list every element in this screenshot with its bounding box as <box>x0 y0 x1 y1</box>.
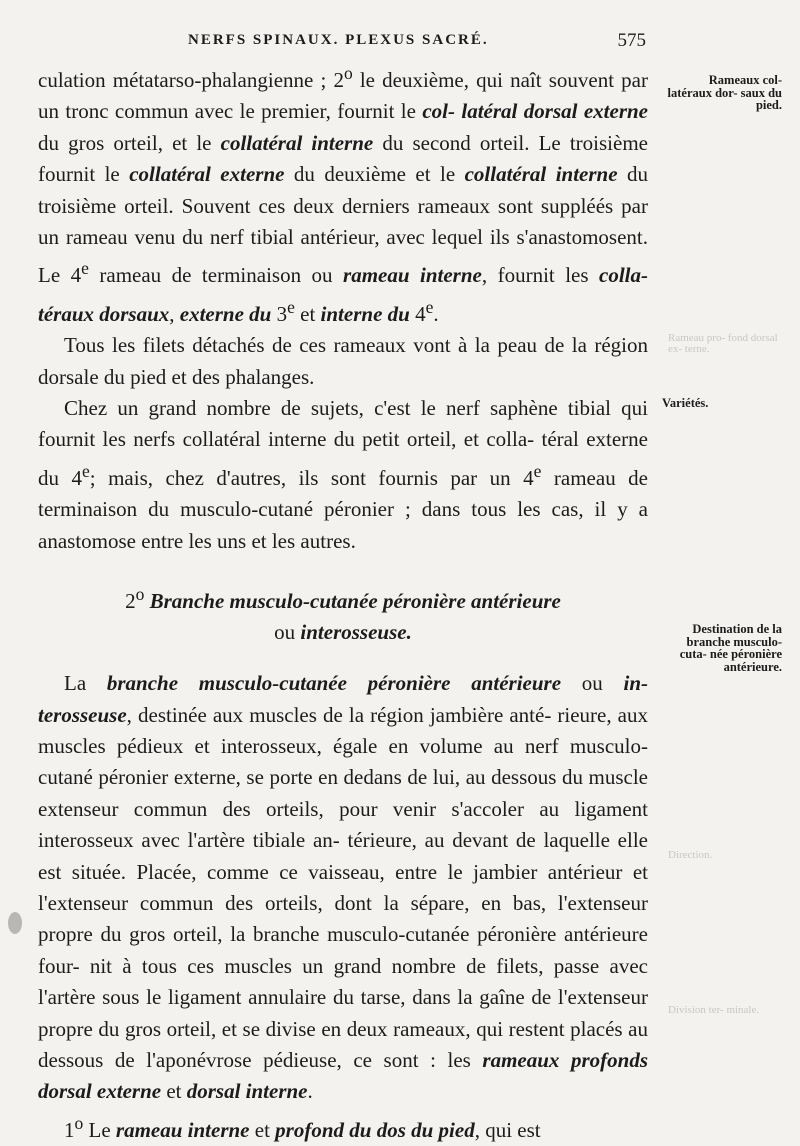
page-number: 575 <box>617 30 646 51</box>
margin-note-rameaux-collateraux: Rameaux col- latéraux dor- saux du pied. <box>667 73 782 112</box>
running-title: NERFS SPINAUX. PLEXUS SACRÉ. <box>188 32 489 48</box>
paragraph-4: La branche musculo-cutanée péronière antérieure ou in- terosseuse, destinée aux muscles de la région jambière anté- rieure, aux muscles pédieux et interosseux, égale en volume au nerf musculo-cutané péronier externe, se porte en dedans de lui, au dessous du muscle extenseur commun des orteils, pour venir s'accoler au ligament interosseux avec l'artère tibiale an- térieure, au devant de laquelle elle est située. Placée, comme ce vaisseau, entre le jambier antérieur et l'extenseur commun des orteils, dont la sépare, en bas, l'extenseur propre du gros orteil, la branche musculo-cutanée péronière antérieure four- nit à tous ces muscles un grand nombre de filets, passe avec l'artère sous le ligament annulaire du tarse, dans la gaîne de l'extenseur propre du gros orteil, et se divise en deux rameaux, qui restent placés au dessous de l'aponévrose pédieuse, ce sont : les rameaux profonds dorsal externe et dorsal interne. <box>38 671 649 1104</box>
paragraph-5: 1$^o$ Le rameau interne et profond du dos du pied, qui est <box>64 1112 541 1142</box>
bleed-through-note: Rameau pro- fond dorsal ex- terne. <box>668 332 778 355</box>
page-header <box>38 30 646 60</box>
paragraph-2: Tous les filets détachés de ces rameaux vont à la peau de la région dorsale du pied et des phalanges. <box>38 333 648 389</box>
body-text <box>38 58 648 1146</box>
bleed-through-note: Direction. <box>668 849 713 861</box>
margin-note-varietes: Variétés. <box>662 396 709 410</box>
bleed-through-note: Division ter- minale. <box>668 1004 760 1016</box>
section-heading: 2$^o$ Branche musculo-cutanée péronière antérieure ou interosseuse. <box>125 584 561 645</box>
paper-blemish <box>8 912 22 934</box>
paragraph-1: culation métatarso-phalangienne ; 2$^o$ le deuxième, qui naît souvent par un tronc commun avec le premier, fournit le col- latéral dorsal externe du gros orteil, et le collatéral interne du second orteil. Le troisième fournit le collatéral externe du deuxième et le collatéral interne du troisième orteil. Souvent ces deux derniers rameaux sont suppléés par un rameau venu du nerf tibial antérieur, avec lequel ils s'anastomosent. Le 4e rameau de terminaison ou rameau interne, fournit les colla- téraux dorsaux, externe du 3e et interne du 4e. <box>38 63 648 326</box>
paragraph-3: Chez un grand nombre de sujets, c'est le nerf saphène tibial qui fournit les nerfs collatéral interne du petit orteil, et colla- téral externe du 4e; mais, chez d'autres, ils sont fournis par un 4e rameau de terminaison du musculo-cutané péronier ; dans tous les cas, il y a anastomose entre les uns et les autres. <box>38 396 648 553</box>
margin-note-destination: Destination de la branche musculo-cuta- née péronière antérieure. <box>679 622 782 674</box>
